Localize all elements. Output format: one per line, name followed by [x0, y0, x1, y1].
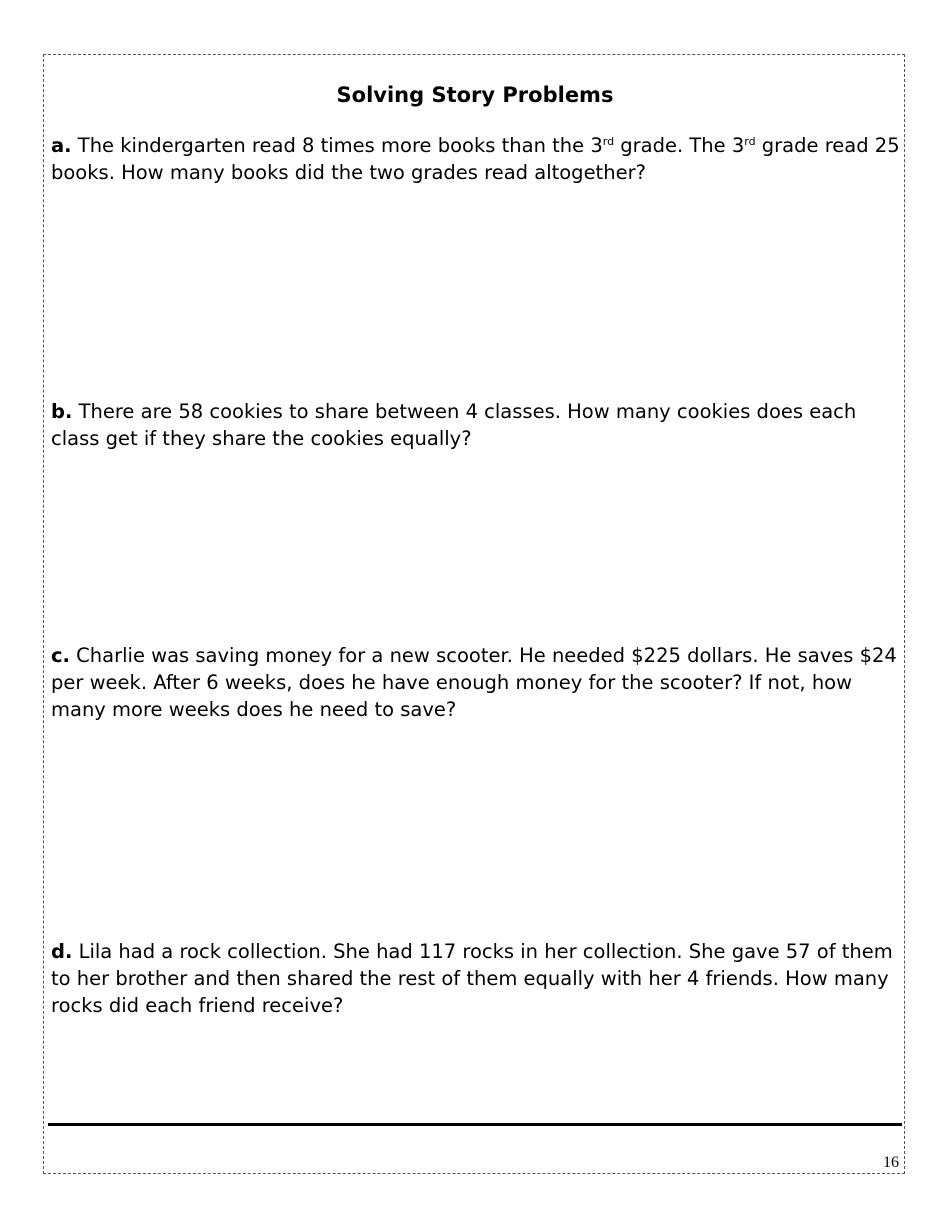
problem-b — [51, 398, 903, 452]
problem-d-label: d. — [51, 940, 73, 963]
problem-a-text-1: The kindergarten read 8 times more books than the 3 — [71, 134, 603, 157]
problem-c — [51, 642, 903, 723]
problem-a-text-2: grade. The 3 — [614, 134, 745, 157]
problem-b-text: There are 58 cookies to share between 4 classes. How many cookies does each class get if they share the cookies equally? — [51, 400, 857, 450]
problem-a-superscript-1: rd — [602, 135, 615, 148]
page-title: Solving Story Problems — [336, 83, 614, 107]
problem-a-label: a. — [51, 134, 72, 157]
problem-a — [51, 132, 903, 186]
problem-c-text: Charlie was saving money for a new scooter. He needed $225 dollars. He saves $24 per week. After 6 weeks, does he have enough money for the scooter? If not, how many more weeks does he need to save? — [51, 644, 897, 721]
problem-d-text: Lila had a rock collection. She had 117 rocks in her collection. She gave 57 of them to her brother and then shared the rest of them equally with her 4 friends. How many rocks did each friend receive? — [51, 940, 893, 1017]
problem-a-superscript-2: rd — [744, 135, 756, 148]
problem-b-label: b. — [51, 400, 73, 423]
problem-d — [51, 938, 903, 1019]
problem-a-text-3: grade read 25 books. How many books did the two grades read altogether? — [51, 134, 900, 184]
page-number: 16 — [883, 1154, 899, 1171]
problem-c-label: c. — [51, 644, 70, 667]
footer-rule — [48, 1123, 902, 1126]
